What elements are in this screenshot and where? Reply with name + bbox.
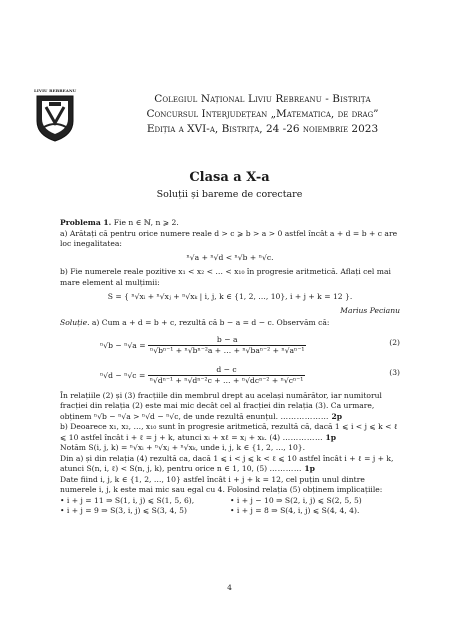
implications-row-1 — [60, 496, 400, 507]
problem-label: Problema 1. — [60, 218, 112, 227]
problem-set: S = { ⁿ√xᵢ + ⁿ√xⱼ + ⁿ√xₖ | i, j, k ∈ {1, 2, …, 10}, i + j + k = 12 }. — [107, 292, 353, 301]
page-subtitle: Soluții și bareme de corectare — [156, 189, 303, 200]
eq2-fraction — [148, 335, 306, 357]
school-logo — [34, 88, 76, 144]
solution-para4: Din a) și din relația (4) rezultă ca, dacă 1 ⩽ i < j ⩽ k < ℓ ⩽ 10 astfel încât i + ℓ = j + k, atunci S(n, i, ℓ) < S(n, j, k), pentru orice n ∈ 1, 10, (5) ………… 1p — [60, 453, 394, 473]
solution-intro — [60, 318, 400, 329]
problem-part-a: a) Arătați că pentru orice numere reale d > c ⩾ b > a > 0 astfel încât a + d = b + c are loc inegalitatea: — [60, 228, 398, 248]
eq3-numerator: d − c — [148, 365, 306, 377]
logo-top-text: LIVIU REBREANU — [34, 88, 77, 93]
equation-2 — [60, 329, 400, 355]
eq3-left: ⁿ√d − ⁿ√c = — [100, 370, 146, 380]
eq2-left: ⁿ√b − ⁿ√a = — [100, 340, 146, 350]
eq3-tag: (3) — [389, 367, 400, 377]
problem-part-b: b) Fie numerele reale pozitive x₁ < x₂ < … < x₁₀ în progresie aritmetică. Aflați cel mai mare element al mulțimii: — [60, 267, 391, 287]
page-title: Clasa a X-a — [189, 170, 270, 185]
solution-para2: b) Deoarece x₁, x₂, …, x₁₀ sunt în progresie aritmetică, rezultă că, dacă 1 ⩽ i < j ⩽ k < ℓ ⩽ 10 astfel încât i + ℓ = j + k, atunci xᵢ + xℓ = xⱼ + xₖ. (4) …………… 1p — [60, 422, 398, 442]
para4-score: 1p — [304, 464, 315, 473]
problem-intro-text: Fie n ∈ ℕ, n ⩾ 2. — [113, 218, 179, 227]
header — [95, 92, 430, 137]
header-edition: Ediția a XVI-a, Bistrița, 24 -26 noiembrie 2023 — [146, 123, 379, 135]
crest-icon — [34, 93, 76, 143]
solution-para5: Date fiind i, j, k ∈ {1, 2, …, 10} astfel încât i + j + k = 12, cel puțin unul dintre numerele i, j, k este mai mic sau egal cu 4. Folosind relația (5) obținem implicațiile: — [60, 474, 383, 494]
eq2-tag: (2) — [389, 337, 400, 347]
solution-para3: Notăm S(i, j, k) = ⁿ√xᵢ + ⁿ√xⱼ + ⁿ√xₖ, unde i, j, k ∈ {1, 2, …, 10}. — [60, 443, 306, 452]
para1-score: 2p — [331, 411, 343, 421]
eq3-denominator: ⁿ√dⁿ⁻¹ + ⁿ√dⁿ⁻²c + … + ⁿ√dcⁿ⁻² + ⁿ√cⁿ⁻¹ — [149, 376, 304, 385]
equation-3 — [60, 359, 400, 385]
para2-score: 1p — [325, 432, 337, 442]
solution-label: Soluție. — [60, 318, 90, 327]
para1-text: În relațiile (2) și (3) fracțiile din membrul drept au același numărător, iar numitorul fracției din relația (2) este mai mic decât cel al fracției din relația (3). Ca urmare, obținem ⁿ√b − ⁿ√a > ⁿ√d − ⁿ√c, de unde rezultă enunțul. — [60, 390, 382, 421]
implications-row-2 — [60, 506, 400, 517]
header-contest: Concursul Interjudețean „Matematica, de drag” — [146, 108, 379, 120]
page-number: 4 — [227, 583, 232, 592]
problem-inequality: ⁿ√a + ⁿ√d < ⁿ√b + ⁿ√c. — [186, 252, 274, 262]
solution-line1: a) Cum a + d = b + c, rezultă că b − a = d − c. Observăm că: — [91, 318, 330, 327]
problem-intro — [60, 218, 400, 229]
eq2-numerator: b − a — [148, 335, 306, 347]
header-school: Colegiul Național Liviu Rebreanu - Bistrița — [154, 93, 371, 105]
eq2-denominator: ⁿ√bⁿ⁻¹ + ⁿ√bⁿ⁻²a + … + ⁿ√baⁿ⁻² + ⁿ√aⁿ⁻¹ — [150, 346, 305, 355]
implication-4: • i + j = 8 ⇒ S(4, i, j) ⩽ S(4, 4, 4). — [230, 506, 360, 515]
implication-1: • i + j = 11 ⇒ S(1, i, j) ⩽ S(1, 5, 6), — [60, 495, 195, 505]
implication-2: • i + j − 10 ⇒ S(2, i, j) ⩽ S(2, 5, 5) — [230, 495, 362, 505]
para2-text: b) Deoarece x₁, x₂, …, x₁₀ sunt în progresie aritmetică, rezultă că, dacă 1 ⩽ i < j ⩽ k < ℓ ⩽ 10 astfel încât i + ℓ = j + k, atunci xᵢ + xℓ = xⱼ + xₖ. (4) — [60, 422, 398, 442]
problem-author: Marius Pecianu — [340, 305, 400, 315]
implication-3: • i + j = 9 ⇒ S(3, i, j) ⩽ S(3, 4, 5) — [60, 506, 187, 515]
eq3-fraction — [148, 365, 306, 387]
solution-para1: În relațiile (2) și (3) fracțiile din membrul drept au același numărător, iar numitorul fracției din relația (2) este mai mic decât cel al fracției din relația (3). Ca urmare, obținem ⁿ√b − ⁿ√a > ⁿ√d − ⁿ√c, de unde rezultă enunțul. ……………… 2p — [60, 390, 382, 421]
document-body — [60, 218, 400, 517]
para4-text: Din a) și din relația (4) rezultă ca, dacă 1 ⩽ i < j ⩽ k < ℓ ⩽ 10 astfel încât i + ℓ = j + k, atunci S(n, i, ℓ) < S(n, j, k), pentru orice n ∈ 1, 10, (5) — [60, 453, 394, 473]
